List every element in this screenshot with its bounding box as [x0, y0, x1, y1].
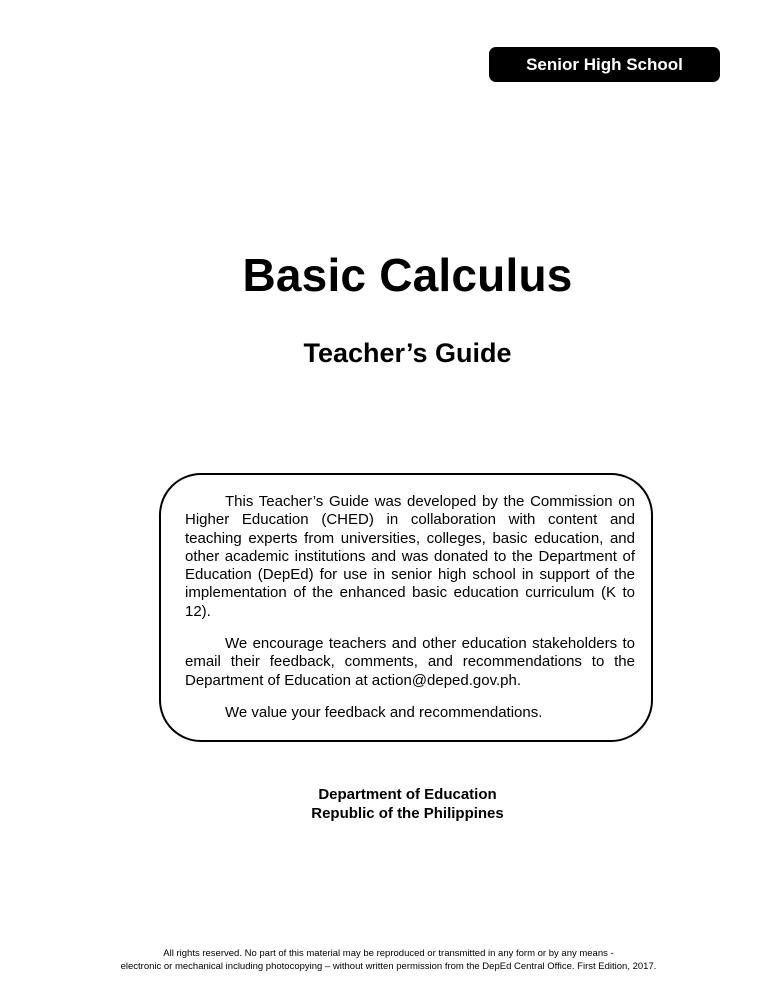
notice-box: [159, 473, 653, 742]
senior-high-school-badge: Senior High School: [489, 47, 720, 82]
notice-paragraph-value: We value your feedback and recommendations.: [225, 703, 543, 721]
publisher-country: Republic of the Philippines: [311, 805, 504, 822]
document-subtitle: Teacher’s Guide: [303, 338, 512, 368]
publisher-department: Department of Education: [318, 786, 497, 803]
copyright-line-1: All rights reserved. No part of this material may be reproduced or transmitted in any form or by any means -: [163, 948, 614, 959]
copyright-footer: [0, 947, 768, 973]
notice-paragraph-feedback: We encourage teachers and other education stakeholders to email their feedback, comments, and recommendations to the Department of Education at action@deped.gov.ph.: [185, 635, 635, 689]
copyright-line-2: electronic or mechanical including photocopying – without written permission from the DepEd Central Office. First Edition, 2017.: [120, 961, 657, 972]
publisher-block: [0, 785, 768, 823]
notice-paragraph-development: This Teacher’s Guide was developed by the Commission on Higher Education (CHED) in collaboration with content and teaching experts from universities, colleges, basic education, and other academic institutions and was donated to the Department of Education (DepEd) for use in senior high school in support of the implementation of the enhanced basic education curriculum (K to 12).: [185, 493, 635, 620]
document-title: Basic Calculus: [242, 249, 573, 301]
